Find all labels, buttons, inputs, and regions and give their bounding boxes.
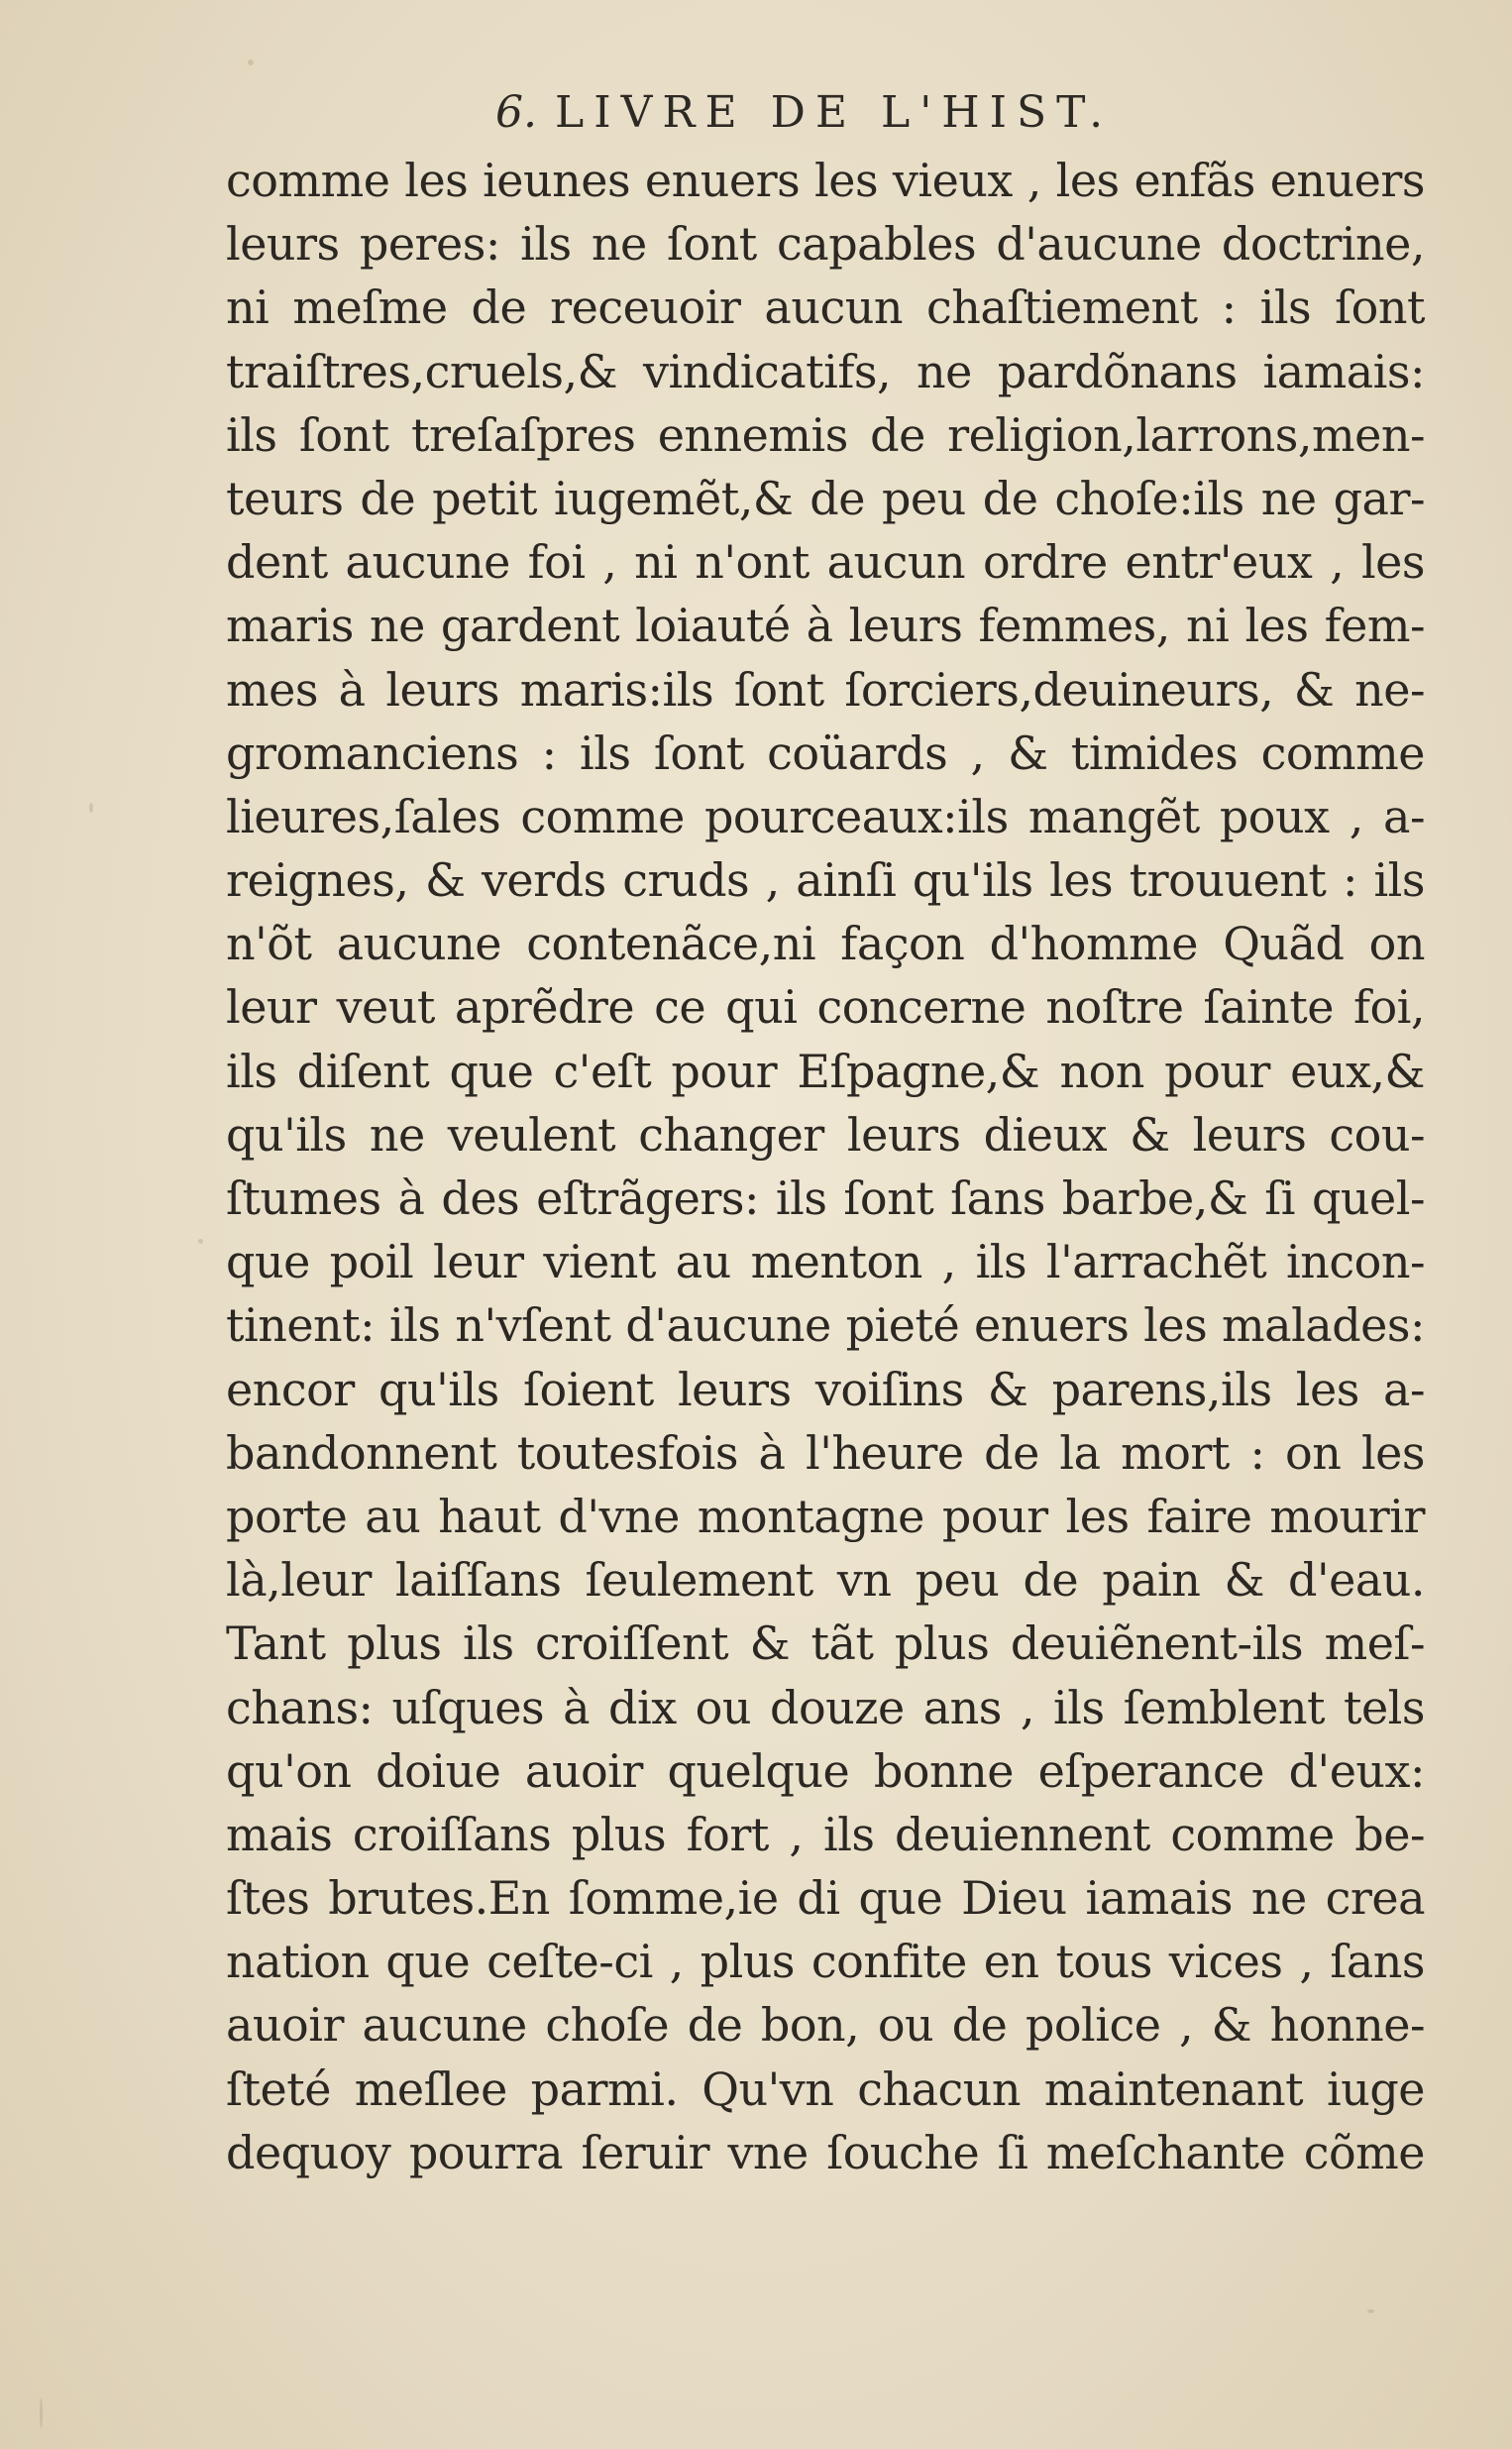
text-line: bandonnent toutesfois à l'heure de la mort : on les [226, 1425, 1425, 1480]
text-line: gromanciens : ils ſont coüards , & timides comme [226, 725, 1425, 780]
text-line: tinent: ils n'vſent d'aucune pieté enuers les malades: [226, 1298, 1425, 1353]
text-line: lieures,ſales comme pourceaux:ils mangẽt poux , a- [226, 789, 1425, 843]
paper-speck [198, 1239, 203, 1244]
text-line: mais croiſſans plus fort , ils deuiennent comme be- [226, 1807, 1425, 1861]
text-line: ni meſme de receuoir aucun chaſtiement : ils ſont [226, 280, 1425, 335]
text-line: qu'ils ne veulent changer leurs dieux & leurs cou- [226, 1107, 1425, 1162]
text-line: reignes, & verds cruds , ainſi qu'ils les trouuent : ils [226, 853, 1425, 908]
text-line: mes à leurs maris:ils ſont ſorciers,deuineurs, & ne- [226, 662, 1425, 717]
text-line: leurs peres: ils ne ſont capables d'aucune doctrine, [226, 217, 1425, 272]
text-line: n'õt aucune contenãce,ni façon d'homme Quãd on [226, 917, 1425, 971]
text-line: dent aucune foi , ni n'ont aucun ordre entr'eux , les [226, 535, 1425, 590]
text-line: traiſtres,cruels,& vindicatifs, ne pardõnans iamais: [226, 344, 1425, 398]
running-title: LIVRE DE L'HIST. [554, 87, 1114, 138]
text-line: auoir aucune choſe de bon, ou de police , & honne- [226, 1998, 1425, 2053]
text-line: comme les ieunes enuers les vieux , les enfãs enuers [226, 154, 1425, 207]
text-line: nation que ceſte-ci , plus confite en tous vices , ſans [226, 1935, 1425, 1989]
text-line: porte au haut d'vne montagne pour les faire mourir [226, 1489, 1425, 1543]
text-line: qu'on doiue auoir quelque bonne eſperance d'eux: [226, 1743, 1425, 1798]
text-line: là,leur laiſſans ſeulement vn peu de pain & d'eau. [226, 1553, 1425, 1608]
text-line: que poil leur vient au menton , ils l'arrachẽt incon- [226, 1235, 1425, 1289]
text-line: leur veut aprẽdre ce qui concerne noſtre ſainte foi, [226, 980, 1425, 1035]
body-text [226, 149, 1425, 2184]
paper-speck [1367, 2309, 1374, 2313]
text-line: teurs de petit iugemẽt,& de peu de choſe:ils ne gar- [226, 471, 1425, 525]
text-line: Tant plus ils croiſſent & tãt plus deuiẽnent-ils meſ- [226, 1616, 1425, 1671]
text-line: encor qu'ils ſoient leurs voiſins & parens,ils les a- [226, 1362, 1425, 1416]
paper-speck [89, 803, 93, 813]
page-number: 6. [495, 87, 537, 138]
paper-speck [40, 2398, 43, 2428]
text-line: maris ne gardent loiauté à leurs femmes, ni les fem- [226, 599, 1425, 653]
text-line: ſtumes à des eſtrãgers: ils ſont ſans barbe,& ſi quel- [226, 1171, 1425, 1225]
text-line: ſteté meſlee parmi. Qu'vn chacun maintenant iuge [226, 2061, 1425, 2116]
text-line: ſtes brutes.En ſomme,ie di que Dieu iamais ne crea [226, 1871, 1425, 1926]
text-line: chans: uſques à dix ou douze ans , ils ſemblent tels [226, 1680, 1425, 1734]
paper-speck [248, 59, 254, 65]
text-line: ils ſont treſaſpres ennemis de religion,larrons,men- [226, 407, 1425, 462]
running-head [495, 87, 1189, 138]
text-line: dequoy pourra ſeruir vne ſouche ſi meſchante cõme [226, 2125, 1425, 2179]
text-line: ils diſent que c'eſt pour Eſpagne,& non pour eux,& [226, 1044, 1425, 1098]
